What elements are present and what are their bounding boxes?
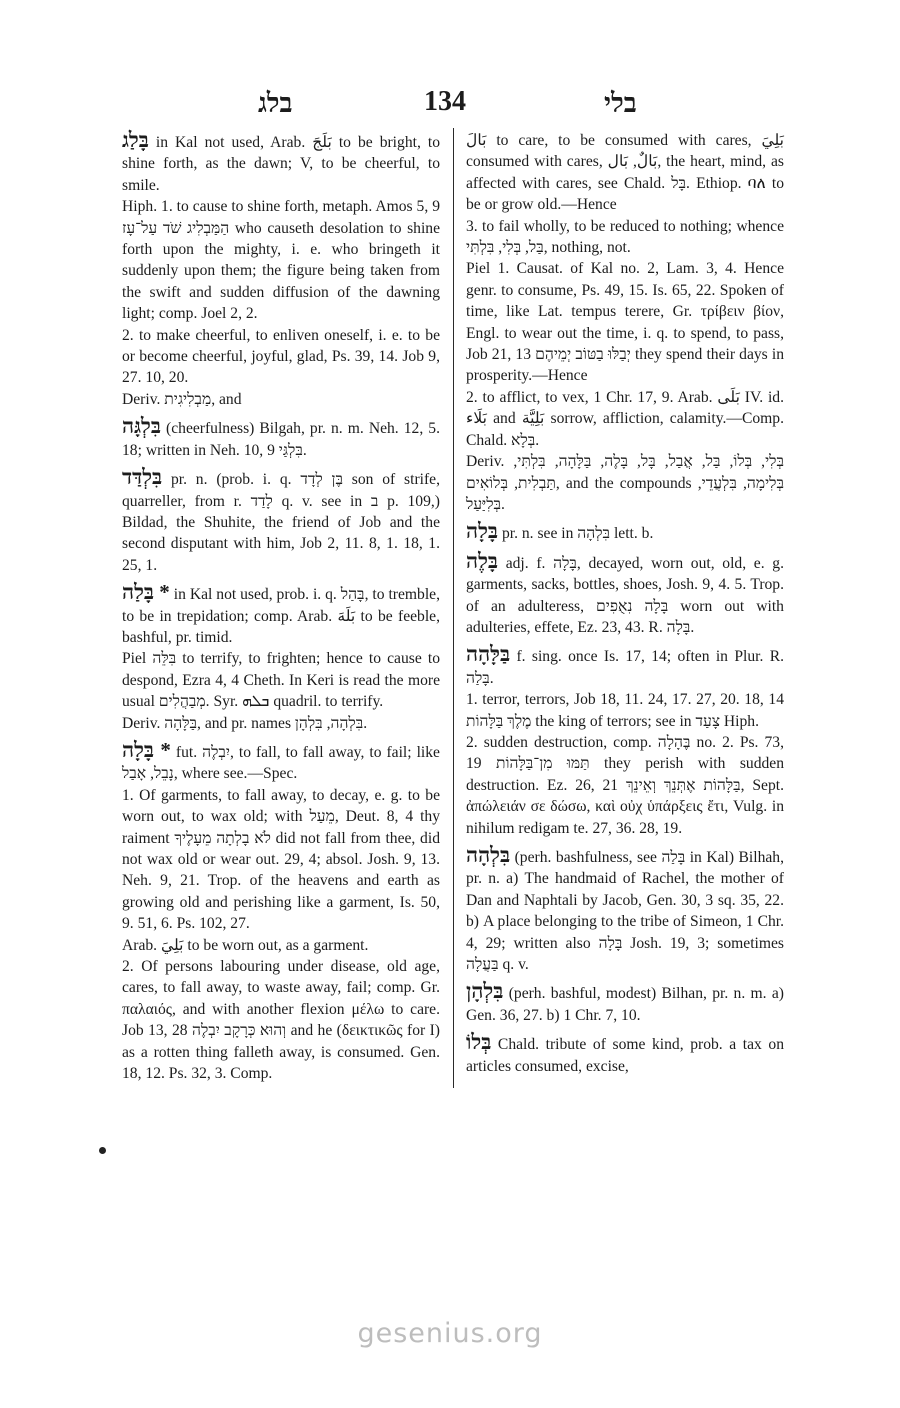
entry-text: in Kal not used, Arab. بَلَجَ to be bright, to shine forth, as the dawn; V, to be cheerful, to smile.	[122, 134, 440, 194]
entry-headword: בַּלָּהָה	[466, 642, 511, 667]
entry-paragraph	[466, 216, 784, 259]
entry-text: f. sing. once Is. 17, 14; often in Plur. R. בָּלַה.	[466, 648, 784, 687]
entry-paragraph	[466, 451, 784, 515]
entry-text: Hiph. 1. to cause to shine forth, metaph. Amos 5, 9 הַמַּבְלִיג שֹׁד עַל־עָז who causeth desolation to shine forth upon the mighty, i. e. who bringeth it suddenly upon them; the figure being taken from the swift and sudden diffusion of the dawning light; comp. Joel 2, 2.	[122, 198, 441, 323]
entry-text: adj. f. בָּלָה, decayed, worn out, old, e. g. garments, sacks, bottles, shoes, Josh. 9, 4. 5. Trop. of an adulteress, בָּלָה נִאֻפִים worn out with adulteries, effete, Ez. 23, 43. R. בָּלָה.	[466, 554, 784, 636]
entry-paragraph	[122, 935, 440, 956]
column-divider	[453, 128, 454, 1088]
entry-paragraph	[122, 196, 440, 324]
dictionary-entry	[466, 548, 784, 639]
entry-text: (perh. bashful, modest) Bilhan, pr. n. m. a) Gen. 36, 27. b) 1 Chr. 7, 10.	[466, 985, 784, 1024]
entry-paragraph	[122, 956, 440, 1084]
entry-headword: בָּלֶה	[466, 548, 499, 573]
dictionary-entry	[122, 737, 441, 1085]
page-header	[0, 84, 900, 124]
entry-text: 2. Of persons labouring under disease, old age, cares, to fall away, to waste away, fail; comp. Gr. παλαιός, and with another flexion μέλω to care. Job 13, 28 וְהוּא כְּרָקָב יִבְלֶה and he (δεικτικῶς for I) as a rotten thing falleth away, is consumed. Gen. 18, 12. Ps. 32, 3. Comp.	[122, 958, 440, 1083]
entry-text: بَالَ to care, to be consumed with cares, بَلِيَ consumed with cares, بَالٌ, بَال, the heart, mind, as affected with cares, see Chald. בָּל. Ethiop. ባለ to be or grow old.—Hence	[466, 132, 784, 214]
watermark: gesenius.org	[357, 1318, 543, 1349]
entry-text: 3. to fail wholly, to be reduced to nothing; whence בַּל, בְּלִי, בִּלְתִּי, nothing, not.	[466, 217, 784, 257]
entry-text: 1. Of garments, to fall away, to decay, e. g. to be worn out, to wax old; with מֵעַל, Deut. 8, 4 thy raiment לֹא בָלְתָה מֵעָלֶיךָ did not fall from thee, did not wax old or wear out. 29, 4; absol. Josh. 9, 13. Neh. 9, 21. Trop. of the heavens and earth as growing old and perishing like a garment, Is. 50, 9. 51, 6. Ps. 102, 27.	[122, 786, 441, 933]
entry-paragraph	[122, 389, 440, 410]
entry-paragraph	[122, 713, 440, 734]
entry-text: Deriv. בְּלִי, בְּלוֹ, בַּל, אֲבַל, בָּל, בָּלֶה, בַּלָּהָה, בִּלְתִּי, תַּבְלִית, בְּלוֹאִים, and the compounds בְּלִימָה, בִּלְעֲדֵי, בְּלִיַּעַל.	[466, 453, 784, 513]
dictionary-entry	[466, 521, 784, 544]
entry-paragraph	[122, 737, 440, 785]
dictionary-entry	[466, 130, 784, 515]
entry-paragraph	[466, 548, 784, 639]
entry-text: 2. to make cheerful, to enliven oneself, i. e. to be or become cheerful, joyful, glad, Ps. 39, 14. Job 9, 27. 10, 20.	[122, 326, 440, 387]
entry-text: Piel בִּלֵּה to terrify, to frighten; hence to cause to despond, Ezra 4, 4 Cheth. In Keri is read the more usual מְבַהֲלִים. Syr. ܒܠܗ quadril. to terrify.	[122, 650, 440, 711]
entry-paragraph	[466, 258, 784, 386]
entry-text: Deriv. בַּלָּהָה, and pr. names בִּלְהָה, בִּלְהָן.	[122, 714, 368, 732]
entry-headword: בִּלְהָן	[466, 979, 504, 1004]
dictionary-entry	[122, 467, 440, 576]
dictionary-entry	[122, 416, 440, 461]
entry-headword: בִּלְדַּד	[122, 465, 163, 490]
entry-paragraph	[122, 325, 440, 389]
entry-headword: * בָּלַה	[122, 580, 170, 605]
entry-headword: בָּלָה	[466, 519, 499, 544]
entry-paragraph	[122, 130, 440, 196]
entry-paragraph	[466, 689, 784, 732]
entry-headword: בִּלְגָּה	[122, 414, 161, 439]
entry-text: Arab. بَلِيَ to be worn out, as a garment.	[122, 936, 369, 954]
dictionary-entry	[122, 582, 440, 734]
entry-paragraph	[122, 785, 440, 935]
entry-headword: בִּלְהָה	[466, 843, 511, 867]
entry-paragraph	[122, 582, 440, 648]
page-number: 134	[424, 86, 466, 117]
entry-text: Deriv. מַבְלִיגִית, and	[122, 390, 242, 408]
entry-text: Piel 1. Causat. of Kal no. 2, Lam. 3, 4. Hence genr. to consume, Ps. 49, 15. Is. 65, 22. Spoken of time, like Lat. tempus terere, Gr. τρίβειν βίον, Engl. to wear out the time, i. q. to spend, to pass, Job 21, 13 יְבַלּוּ בַטּוֹב יְמֵיהֶם they spend their days in prosperity.—Hence	[466, 260, 784, 385]
entry-text: fut. יִבְלֶה, to fall, to fall away, to fail; like נָבֵל, אָבַל, where see.—Spec.	[122, 743, 440, 783]
dictionary-entry	[466, 644, 784, 839]
entry-text: pr. n. (prob. i. q. בֶּן לְדָד son of strife, quarreller, from r. לָדַד q. v. see in ב p. 109,) Bildad, the Shuhite, the friend of Job and the second disputant with him, Job 2, 11. 8, 1. 18, 1. 25, 1.	[122, 471, 440, 574]
entry-text: in Kal not used, prob. i. q. בָּהַל, to tremble, to be in trepidation; comp. Arab. بَلَهَ to be feeble, bashful, pr. timid.	[122, 586, 440, 646]
entry-paragraph	[466, 644, 784, 689]
entry-paragraph	[466, 981, 784, 1026]
entry-paragraph	[466, 521, 784, 544]
entry-paragraph	[466, 732, 784, 839]
entry-text: 2. sudden destruction, comp. בֶּהָלָה no. 2. Ps. 73, 19 תַּמּוּ מִן־בַּלָּהוֹת they perish with sudden destruction. Ez. 26, 21 בַּלָּהוֹת אֶתְּנֵךְ וְאֵינֵךְ, Sept. ἀπώλειάν σε δώσω, καὶ οὐχ ὑπάρξεις ἔτι, Vulg. in nihilum redigam te. 27, 36. 28, 19.	[466, 733, 785, 837]
entry-paragraph	[122, 416, 440, 461]
entry-paragraph	[466, 387, 784, 451]
entry-headword: בָּלַג	[122, 128, 149, 152]
margin-dot	[99, 1147, 106, 1154]
entry-text: 2. to afflict, to vex, 1 Chr. 17, 9. Arab. بَلَى IV. id. بَلَاء and بَلِيَّة sorrow, affliction, calamity.—Comp. Chald. בְּלָא.	[466, 388, 784, 449]
dictionary-entry	[466, 1032, 784, 1077]
entry-text: 1. terror, terrors, Job 18, 11. 24, 17. 27, 20. 18, 14 מֶלֶךְ בַּלָּהוֹת the king of terrors; see in צָעַד Hiph.	[466, 691, 784, 730]
entry-text: Chald. tribute of some kind, prob. a tax on articles consumed, excise,	[466, 1036, 784, 1075]
entry-paragraph	[466, 130, 784, 216]
left-column	[122, 130, 440, 1090]
entry-paragraph	[466, 845, 784, 975]
entry-paragraph	[122, 648, 440, 712]
dictionary-entry	[466, 981, 784, 1026]
entry-paragraph	[466, 1032, 784, 1077]
entry-text: pr. n. see in בִּלְהָה lett. b.	[501, 525, 654, 543]
entry-text: (cheerfulness) Bilgah, pr. n. m. Neh. 12, 5. 18; written in Neh. 10, 9 בִּלְגַּי.	[122, 420, 440, 459]
entry-text: (perh. bashfulness, see בָּלַה in Kal) Bilhah, pr. n. a) The handmaid of Rachel, the mother of Dan and Naphtali by Jacob, Gen. 30, 3 sq. 35, 22. b) A place belonging to the tribe of Simeon, 1 Chr. 4, 29; written also בָּלָה Josh. 19, 3; sometimes בַּעֲלָה q. v.	[466, 849, 784, 974]
right-column	[466, 130, 784, 1083]
entry-paragraph	[122, 467, 440, 576]
entry-headword: בְּלוֹ	[466, 1030, 492, 1055]
dictionary-entry	[466, 845, 784, 975]
running-headword-right: בלי	[604, 88, 637, 118]
running-headword-left: בלג	[258, 88, 293, 118]
entry-headword: * בָּלָה	[122, 737, 171, 762]
dictionary-entry	[122, 130, 440, 410]
